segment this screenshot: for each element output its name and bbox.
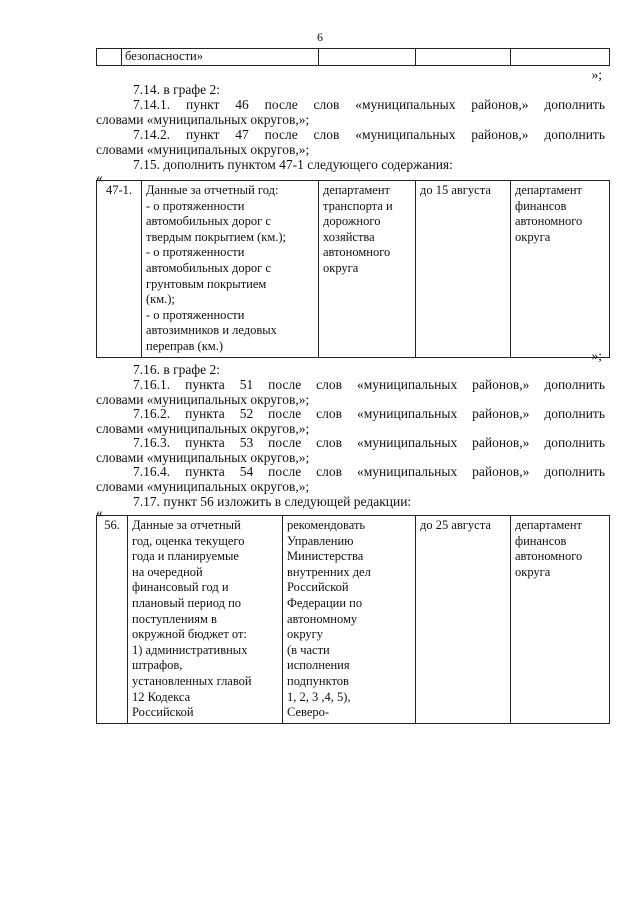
opening-quote: « [96, 170, 103, 185]
paragraph-7-16-1-cont: словами «муниципальных округов,»; [96, 392, 310, 407]
cell-line: подпунктов [287, 673, 349, 688]
cell-line: автомобильных дорог с [146, 260, 271, 275]
responsible-cell [319, 181, 416, 358]
cell-line: департамент [323, 183, 391, 197]
cell-line: округа [323, 260, 359, 275]
cell-line: финансов [515, 533, 567, 548]
cell-line: Российской [287, 580, 349, 595]
paragraph-7-16-3-cont: словами «муниципальных округов,»; [96, 450, 310, 465]
paragraph-7-16-2-cont: словами «муниципальных округов,»; [96, 421, 310, 436]
deadline-cell: до 15 августа [416, 181, 511, 358]
cell-line: округу [287, 627, 324, 642]
table-row-56 [96, 515, 610, 724]
paragraph-7-14-1-cont: словами «муниципальных округов,»; [96, 112, 310, 127]
page-number: 6 [317, 30, 323, 44]
cell-line: Данные за отчетный год: [146, 183, 279, 197]
cell-line: округа [515, 564, 551, 579]
cell-line: округа [515, 229, 551, 244]
cell-line: (в части [287, 642, 330, 657]
paragraph-7-14-2: 7.14.2. пункт 47 после слов «муниципальных районов,» дополнить [133, 127, 605, 142]
paragraph-7-16: 7.16. в графе 2: [133, 362, 221, 377]
cell-line: внутренних дел [287, 564, 371, 579]
opening-quote: « [96, 505, 103, 520]
cell-line: Министерства [287, 549, 364, 564]
cell-line: Российской [132, 705, 194, 720]
cell-line: рекомендовать [287, 518, 366, 532]
paragraph-7-15: 7.15. дополнить пунктом 47-1 следующего содержания: [133, 157, 453, 172]
cell-line: Северо- [287, 705, 330, 720]
closing-quote: »; [591, 348, 602, 363]
recipient-cell [511, 181, 610, 358]
cell-line: окружной бюджет от: [132, 627, 247, 642]
paragraph-7-14-1: 7.14.1. пункт 46 после слов «муниципальных районов,» дополнить [133, 97, 605, 112]
cell-line: исполнения [287, 658, 350, 673]
cell-line: автономного [323, 245, 391, 260]
paragraph-7-16-1: 7.16.1. пункта 51 после слов «муниципальных районов,» дополнить [133, 377, 605, 392]
cell-line: Данные за отчетный [132, 518, 241, 532]
cell-line: автомобильных дорог с [146, 214, 271, 229]
row-data-cell [142, 181, 319, 358]
recipient-cell [511, 516, 610, 724]
cell-line: 1, 2, 3 ,4, 5), [287, 689, 351, 704]
cell-line: автономного [515, 214, 583, 229]
cell-line: штрафов, [132, 658, 183, 673]
row-data-cell [128, 516, 283, 724]
cell-line: департамент [515, 183, 583, 197]
table-cell [97, 49, 122, 66]
paragraph-7-16-3: 7.16.3. пункта 53 после слов «муниципальных районов,» дополнить [133, 435, 605, 450]
responsible-cell [283, 516, 416, 724]
cell-line: финансов [515, 198, 567, 213]
cell-line: - о протяженности [146, 307, 245, 322]
table-cell [511, 49, 610, 66]
cell-line: автономному [287, 611, 358, 626]
paragraph-7-16-4-cont: словами «муниципальных округов,»; [96, 479, 310, 494]
cell-line: автозимников и ледовых [146, 323, 277, 338]
cell-line: переправ (км.) [146, 338, 223, 353]
cell-line: поступлениям в [132, 611, 217, 626]
paragraph-7-14: 7.14. в графе 2: [133, 82, 221, 97]
cell-line: плановый период по [132, 595, 242, 610]
cell-line: департамент [515, 518, 583, 532]
cell-line: хозяйства [323, 229, 375, 244]
paragraph-7-16-4: 7.16.4. пункта 54 после слов «муниципальных районов,» дополнить [133, 464, 605, 479]
closing-quote: »; [591, 67, 602, 82]
cell-line: финансовый год и [132, 580, 229, 595]
table-cell: безопасности» [122, 49, 319, 66]
cell-line: 1) административных [132, 642, 248, 657]
cell-line: - о протяженности [146, 245, 245, 260]
cell-line: - о протяженности [146, 198, 245, 213]
row-number: 47-1. [97, 181, 142, 358]
cell-line: года и планируемые [132, 549, 239, 564]
cell-line: Управлению [287, 533, 354, 548]
cell-line: год, оценка текущего [132, 533, 245, 548]
table-cell [416, 49, 511, 66]
row-number: 56. [97, 516, 128, 724]
cell-line: автономного [515, 549, 583, 564]
cell-line: Федерации по [287, 595, 363, 610]
paragraph-7-14-2-cont: словами «муниципальных округов,»; [96, 142, 310, 157]
deadline-cell: до 25 августа [416, 516, 511, 724]
cell-line: установленных главой [132, 673, 252, 688]
cell-line: транспорта и [323, 198, 393, 213]
cell-line: на очередной [132, 564, 203, 579]
cell-line: 12 Кодекса [132, 689, 191, 704]
cell-line: грунтовым покрытием [146, 276, 267, 291]
table-cell [319, 49, 416, 66]
cell-line: дорожного [323, 214, 381, 229]
table-row-47-1 [96, 180, 610, 358]
continued-table-row [96, 48, 610, 66]
paragraph-7-17: 7.17. пункт 56 изложить в следующей редакции: [133, 494, 412, 509]
cell-line: (км.); [146, 292, 175, 307]
paragraph-7-16-2: 7.16.2. пункта 52 после слов «муниципальных районов,» дополнить [133, 406, 605, 421]
cell-line: твердым покрытием (км.); [146, 229, 287, 244]
